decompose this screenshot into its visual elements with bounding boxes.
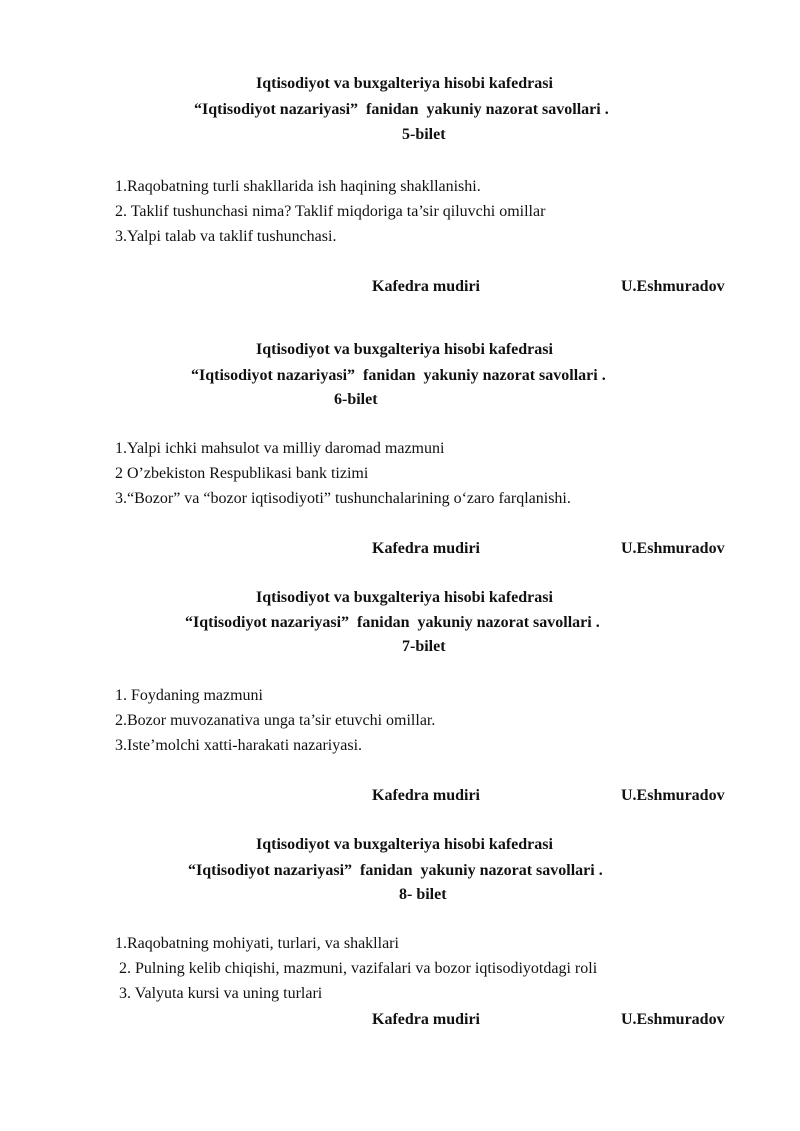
signature-name: U.Eshmuradov <box>621 787 725 804</box>
department-title: Iqtisodiyot va buxgalteriya hisobi kafedrasi <box>256 75 553 92</box>
question-2: 2. Taklif tushunchasi nima? Taklif miqdoriga ta’sir qiluvchi omillar <box>115 203 546 220</box>
department-title: Iqtisodiyot va buxgalteriya hisobi kafedrasi <box>256 341 553 358</box>
signature-role: Kafedra mudiri <box>372 278 480 295</box>
subject-line: “Iqtisodiyot nazariyasi” fanidan yakuniy nazorat savollari . <box>185 614 600 631</box>
signature-name: U.Eshmuradov <box>621 540 725 557</box>
question-1: 1. Foydaning mazmuni <box>115 687 263 704</box>
ticket-label: 8- bilet <box>399 886 447 903</box>
department-title: Iqtisodiyot va buxgalteriya hisobi kafedrasi <box>256 836 553 853</box>
ticket-label: 5-bilet <box>402 126 446 143</box>
ticket-label: 6-bilet <box>334 391 378 408</box>
question-1: 1.Raqobatning mohiyati, turlari, va shakllari <box>115 935 399 952</box>
signature-name: U.Eshmuradov <box>621 278 725 295</box>
subject-line: “Iqtisodiyot nazariyasi” fanidan yakuniy nazorat savollari . <box>188 862 603 879</box>
question-3: 3.“Bozor” va “bozor iqtisodiyoti” tushunchalarining o‘zaro farqlanishi. <box>115 490 571 507</box>
question-2: 2. Pulning kelib chiqishi, mazmuni, vazifalari va bozor iqtisodiyotdagi roli <box>115 960 598 977</box>
signature-role: Kafedra mudiri <box>372 787 480 804</box>
question-1: 1.Raqobatning turli shakllarida ish haqining shakllanishi. <box>115 178 481 195</box>
subject-line: “Iqtisodiyot nazariyasi” fanidan yakuniy nazorat savollari . <box>191 367 606 384</box>
question-2: 2 O’zbekiston Respublikasi bank tizimi <box>115 465 369 482</box>
question-2: 2.Bozor muvozanativa unga ta’sir etuvchi omillar. <box>115 712 436 729</box>
signature-name: U.Eshmuradov <box>621 1011 725 1028</box>
question-3: 3. Valyuta kursi va uning turlari <box>115 985 323 1002</box>
department-title: Iqtisodiyot va buxgalteriya hisobi kafedrasi <box>256 589 553 606</box>
question-3: 3.Yalpi talab va taklif tushunchasi. <box>115 228 337 245</box>
question-1: 1.Yalpi ichki mahsulot va milliy daromad mazmuni <box>115 440 445 457</box>
ticket-label: 7-bilet <box>402 638 446 655</box>
question-3: 3.Iste’molchi xatti-harakati nazariyasi. <box>115 737 363 754</box>
signature-role: Kafedra mudiri <box>372 540 480 557</box>
subject-line: “Iqtisodiyot nazariyasi” fanidan yakuniy nazorat savollari . <box>194 101 609 118</box>
signature-role: Kafedra mudiri <box>372 1011 480 1028</box>
